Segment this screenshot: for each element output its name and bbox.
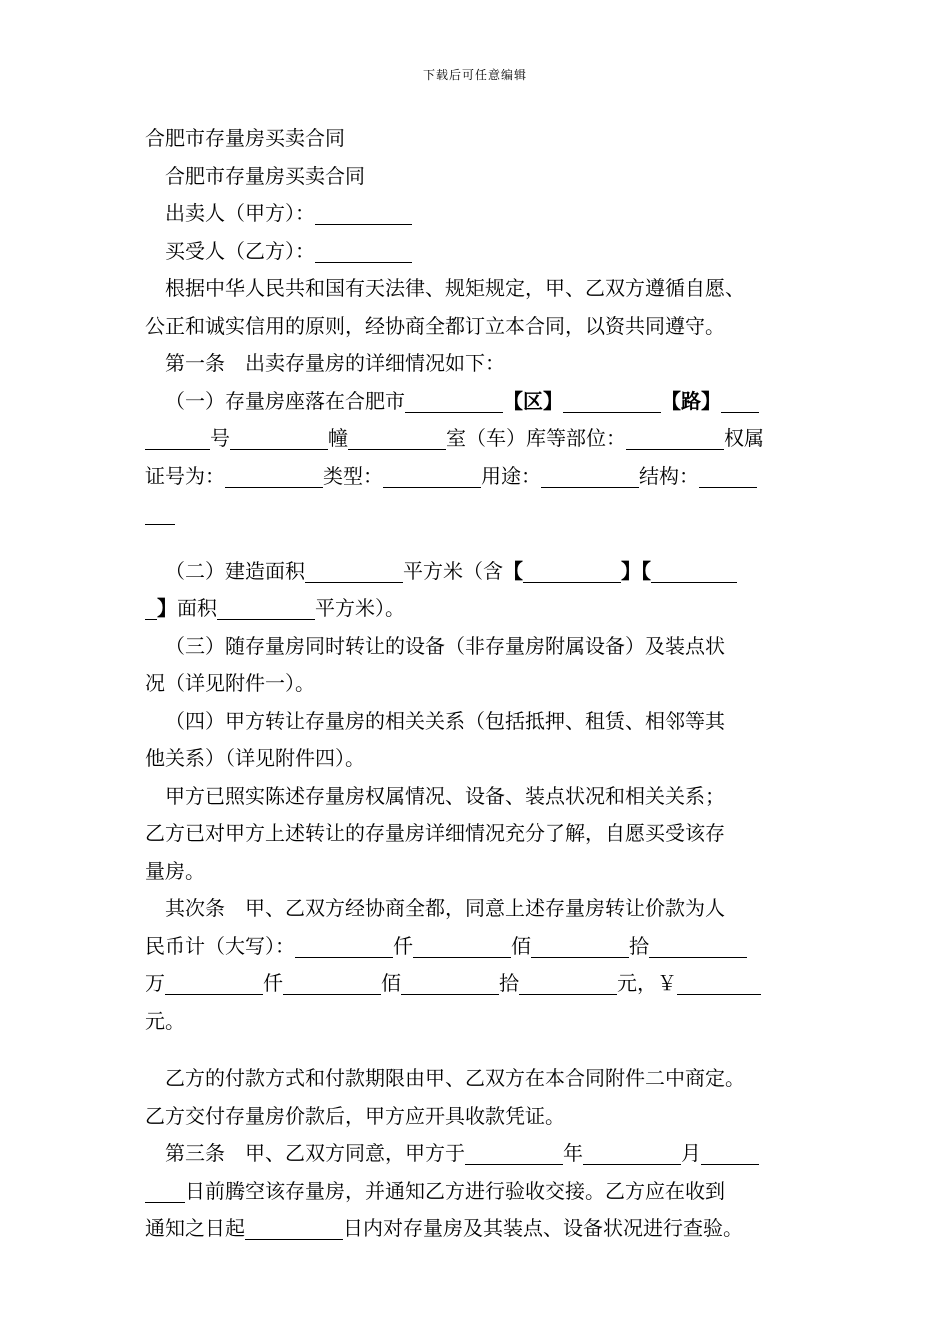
days-blank[interactable] <box>245 1215 343 1240</box>
price-line-2: 万 仟 佰 拾 元，￥ <box>145 965 815 1003</box>
day-blank-b[interactable] <box>145 1178 185 1203</box>
room-blank[interactable] <box>348 425 446 450</box>
price-blank[interactable] <box>649 933 747 958</box>
paragraph-line: 公正和诚实信用的原则，经协商全都订立本合同，以资共同遵守。 <box>145 313 725 338</box>
area-blank[interactable] <box>305 558 403 583</box>
contract-heading: 合肥市存量房买卖合同 <box>165 163 365 188</box>
location-blank[interactable] <box>626 425 724 450</box>
price-blank[interactable] <box>283 970 381 995</box>
price-blank[interactable] <box>401 970 499 995</box>
buyer-line: 买受人（乙方）： <box>145 233 815 271</box>
buyer-blank[interactable] <box>315 238 412 263</box>
price-blank[interactable] <box>531 933 629 958</box>
area-line: （二）建造面积 平方米（含【 】【 <box>145 553 815 591</box>
paragraph-line: （三）随存量房同时转让的设备（非存量房附属设备）及装点状 <box>165 633 725 658</box>
paragraph-line: 根据中华人民共和国有天法律、规矩规定，甲、乙双方遵循自愿、 <box>165 276 745 300</box>
paragraph-line: （四）甲方转让存量房的相关关系（包括抵押、租赁、相邻等其 <box>165 708 725 733</box>
certificate-line: 证号为： 类型： 用途： 结构： <box>145 458 815 496</box>
usage-blank[interactable] <box>541 463 639 488</box>
day-blank-a[interactable] <box>701 1140 759 1165</box>
paragraph-line: 量房。 <box>145 858 205 883</box>
included-blank-c[interactable] <box>145 595 157 620</box>
year-blank[interactable] <box>465 1140 563 1165</box>
price-line-3: 元。 <box>145 1008 185 1033</box>
road-blank[interactable] <box>563 388 661 413</box>
seller-line: 出卖人（甲方）： <box>145 195 815 233</box>
price-blank[interactable] <box>413 933 511 958</box>
document-body <box>145 120 815 1248</box>
certificate-blank[interactable] <box>225 463 323 488</box>
structure-blank-b[interactable] <box>145 500 175 525</box>
paragraph-line: 他关系）（详见附件四）。 <box>145 746 365 770</box>
number-blank-a[interactable] <box>721 388 759 413</box>
article-1-heading: 第一条 出卖存量房的详细情况如下： <box>165 351 505 375</box>
price-blank[interactable] <box>165 970 263 995</box>
price-line: 民币计（大写）： 仟 佰 拾 <box>145 928 815 966</box>
document-title: 合肥市存量房买卖合同 <box>145 126 345 150</box>
page-header: 下载后可任意编辑 <box>422 68 527 82</box>
paragraph-line: 况（详见附件一）。 <box>145 671 315 695</box>
price-blank[interactable] <box>295 933 393 958</box>
area-line-2: 】面积 平方米）。 <box>145 590 815 628</box>
paragraph-line: 甲方已照实陈述存量房权属情况、设备、装点状况和相关关系； <box>165 783 725 808</box>
address-line-2: 号 幢 室（车）库等部位： 权属 <box>145 420 815 458</box>
included-blank-b[interactable] <box>651 558 737 583</box>
seller-blank[interactable] <box>315 200 412 225</box>
district-blank[interactable] <box>405 388 503 413</box>
article-3-line: 第三条 甲、乙双方同意，甲方于 年 月 <box>145 1135 815 1173</box>
structure-line <box>145 495 815 533</box>
paragraph-line: 乙方的付款方式和付款期限由甲、乙双方在本合同附件二中商定。 <box>165 1066 745 1090</box>
article-2-heading: 其次条 甲、乙双方经协商全都，同意上述存量房转让价款为人 <box>165 896 725 920</box>
type-blank[interactable] <box>383 463 481 488</box>
paragraph-line: 乙方已对甲方上述转让的存量房详细情况充分了解，自愿买受该存 <box>145 821 725 845</box>
address-line: （一）存量房座落在合肥市 【区】 【路】 <box>145 383 815 421</box>
included-area-blank[interactable] <box>217 595 315 620</box>
structure-blank-a[interactable] <box>699 463 757 488</box>
month-blank[interactable] <box>583 1140 681 1165</box>
included-blank-a[interactable] <box>523 558 621 583</box>
article-3-line-3: 通知之日起 日内对存量房及其装点、设备状况进行查验。 <box>145 1216 743 1240</box>
paragraph-line: 乙方交付存量房价款后，甲方应开具收款凭证。 <box>145 1103 565 1128</box>
article-3-line-2: 日前腾空该存量房，并通知乙方进行验收交接。乙方应在收到 <box>145 1173 815 1211</box>
price-blank[interactable] <box>519 970 617 995</box>
number-blank-b[interactable] <box>145 425 210 450</box>
price-numeric-blank[interactable] <box>677 970 761 995</box>
building-blank[interactable] <box>230 425 328 450</box>
